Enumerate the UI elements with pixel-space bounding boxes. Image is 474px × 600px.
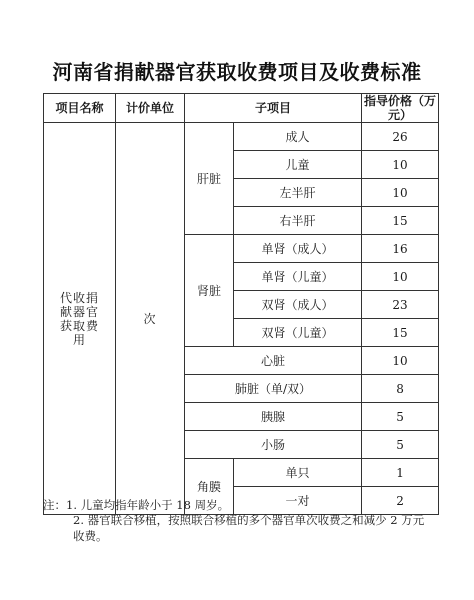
price-cell: 26	[362, 123, 439, 151]
fee-table	[43, 93, 439, 515]
sub-item-label: 双肾（儿童）	[234, 319, 362, 347]
header-unit: 计价单位	[116, 94, 185, 123]
sub-item-label: 成人	[234, 123, 362, 151]
header-item-name: 项目名称	[44, 94, 116, 123]
sub-item-label: 儿童	[234, 151, 362, 179]
price-cell: 1	[362, 459, 439, 487]
header-sub-item: 子项目	[185, 94, 362, 123]
note-line-1: 注：1. 儿童均指年龄小于 18 周岁。	[43, 498, 230, 512]
organ-pancreas: 胰腺	[185, 403, 362, 431]
group-liver: 肝脏	[185, 123, 234, 235]
organ-heart: 心脏	[185, 347, 362, 375]
organ-small-intestine: 小肠	[185, 431, 362, 459]
price-cell: 5	[362, 431, 439, 459]
sub-item-label: 单只	[234, 459, 362, 487]
document-title: 河南省捐献器官获取收费项目及收费标准	[52, 60, 422, 84]
price-cell: 10	[362, 347, 439, 375]
price-cell: 8	[362, 375, 439, 403]
table-header-row	[44, 94, 439, 123]
sub-item-label: 双肾（成人）	[234, 291, 362, 319]
sub-item-label: 右半肝	[234, 207, 362, 235]
price-cell: 10	[362, 151, 439, 179]
header-price: 指导价格（万元）	[362, 94, 439, 123]
sub-item-label: 单肾（儿童）	[234, 263, 362, 291]
price-cell: 2	[362, 487, 439, 515]
table-row	[44, 123, 439, 151]
sub-item-label: 一对	[234, 487, 362, 515]
group-kidney: 肾脏	[185, 235, 234, 347]
main-item-cell	[44, 123, 116, 515]
sub-item-label: 左半肝	[234, 179, 362, 207]
price-cell: 10	[362, 179, 439, 207]
unit-cell: 次	[116, 123, 185, 515]
price-cell: 15	[362, 319, 439, 347]
price-cell: 5	[362, 403, 439, 431]
sub-item-label: 单肾（成人）	[234, 235, 362, 263]
note-line-2: 2. 器官联合移植，按照联合移植的多个器官单次收费之和减少 2 万元收费。	[73, 513, 425, 543]
price-cell: 10	[362, 263, 439, 291]
group-cornea: 角膜	[185, 459, 234, 515]
organ-lung: 肺脏（单/双）	[185, 375, 362, 403]
price-cell: 16	[362, 235, 439, 263]
price-cell: 23	[362, 291, 439, 319]
price-cell: 15	[362, 207, 439, 235]
main-item-label: 代收捐献器官获取费用	[59, 290, 99, 347]
